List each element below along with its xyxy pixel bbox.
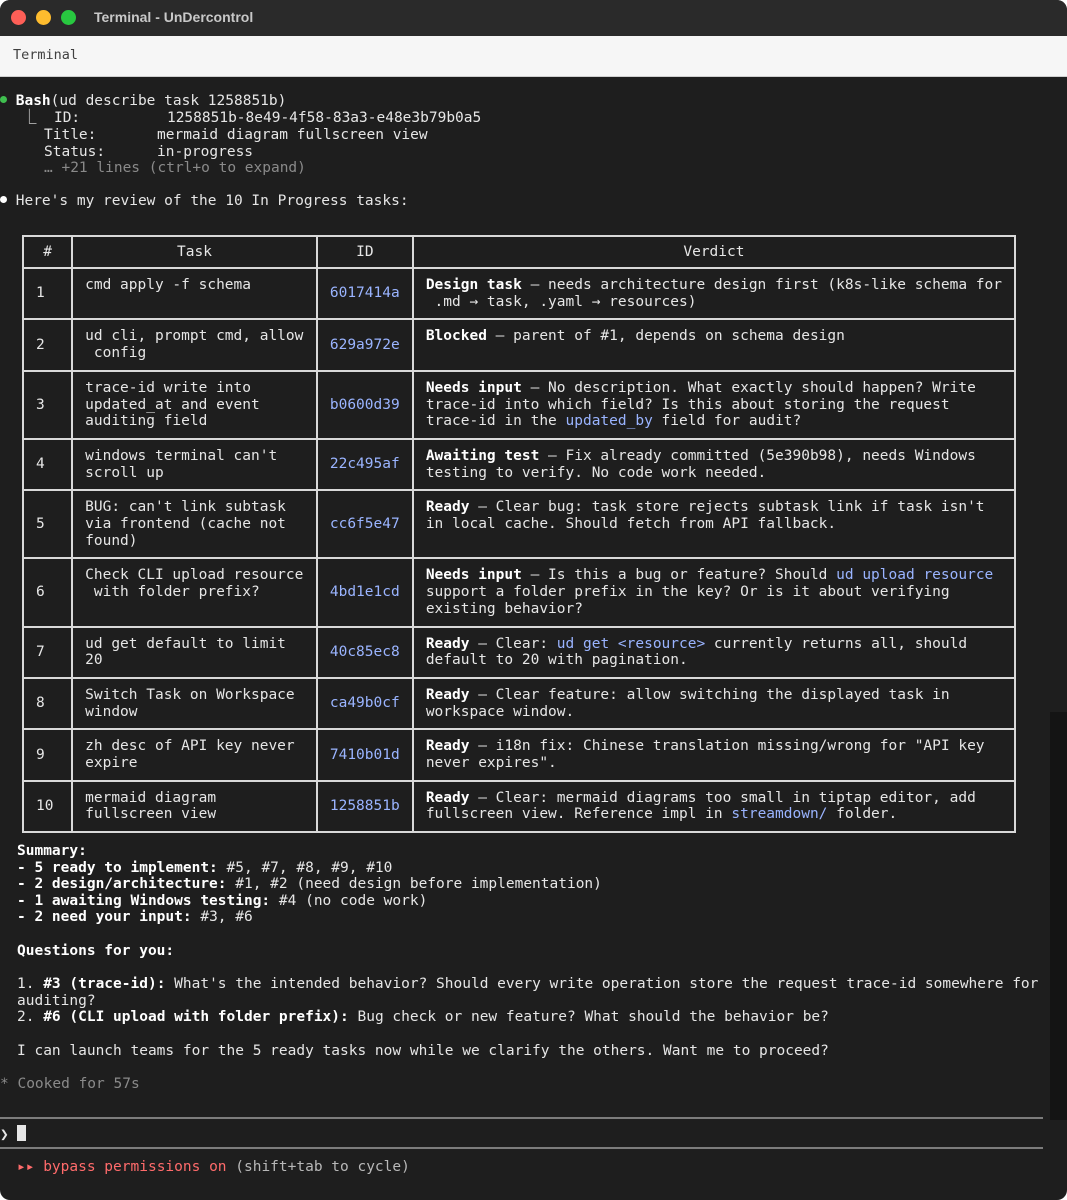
mode-hint: (shift+tab to cycle) <box>226 1159 410 1175</box>
task-verdict <box>413 678 1015 729</box>
task-number: 10 <box>23 781 72 832</box>
verdict-text: — Clear: <box>469 635 557 652</box>
code-reference[interactable]: updated_by <box>565 413 653 430</box>
minimize-window-button[interactable] <box>36 10 51 25</box>
close-window-button[interactable] <box>11 10 26 25</box>
verdict-text: — Is this a bug or feature? Should <box>521 567 837 584</box>
mode-label: bypass permissions on <box>43 1159 227 1175</box>
question-1-continued: auditing? <box>17 993 96 1009</box>
task-number: 1 <box>23 268 72 319</box>
task-id-link[interactable]: 22c495af <box>317 439 413 490</box>
cooked-status <box>0 1076 140 1093</box>
task-name: ud get default to limit 20 <box>72 627 317 678</box>
task-verdict <box>413 490 1015 558</box>
summary-item-label: - 2 need your input: <box>17 909 192 925</box>
task-name: trace-id write into updated_at and event auditing field <box>72 371 317 439</box>
question-1 <box>17 976 1038 993</box>
code-reference[interactable]: ud upload resource <box>836 567 994 584</box>
summary-item-label: - 5 ready to implement: <box>17 860 218 876</box>
table-row <box>23 558 1015 626</box>
task-id-link[interactable]: 629a972e <box>317 319 413 370</box>
verdict-text: support a folder prefix in the key? Or is it about verifying existing behavior? <box>425 584 950 617</box>
bash-id-row <box>22 110 481 127</box>
verdict-label: Needs input <box>425 379 522 396</box>
summary-item <box>17 860 392 877</box>
verdict-text: — Clear: mermaid diagrams too small in tiptap editor, add fullscreen view. Reference impl in <box>425 789 976 823</box>
summary-title: Summary: <box>17 843 87 859</box>
verdict-text: folder. <box>827 806 898 823</box>
bash-row-key: ID: <box>53 110 81 126</box>
verdict-label: Design task <box>425 277 522 293</box>
task-number: 8 <box>23 678 72 729</box>
table-row <box>23 678 1015 729</box>
summary-item <box>17 876 602 893</box>
summary-item <box>17 893 427 910</box>
verdict-text: — parent of #1, depends on schema design <box>486 328 845 345</box>
task-number: 7 <box>23 627 72 678</box>
window-title: Terminal - UnDercontrol <box>94 9 254 25</box>
header-verdict: Verdict <box>413 236 1015 268</box>
bash-label: Bash <box>15 93 51 109</box>
zoom-window-button[interactable] <box>61 10 76 25</box>
verdict-text: — Fix already committed (5e390b98), needs Windows testing to verify. No code work needed. <box>425 447 976 481</box>
questions-title: Questions for you: <box>17 943 175 959</box>
summary-item-label: - 2 design/architecture: <box>17 876 227 892</box>
verdict-text: — i18n fix: Chinese translation missing/wrong for "API key never expires". <box>425 738 985 772</box>
verdict-label: Awaiting test <box>425 447 540 464</box>
header-id: ID <box>317 236 413 268</box>
bash-row-value: in-progress <box>157 144 254 160</box>
table-row <box>23 268 1015 319</box>
task-id-link[interactable]: 6017414a <box>317 268 413 319</box>
task-verdict <box>413 319 1015 370</box>
summary-item-value: #5, #7, #8, #9, #10 <box>217 860 393 876</box>
table-row <box>23 781 1015 832</box>
task-name: windows terminal can't scroll up <box>72 439 317 490</box>
bash-row-value: mermaid diagram fullscreen view <box>157 127 428 143</box>
header-num: # <box>23 236 72 268</box>
cooked-text: Cooked for 57s <box>8 1076 140 1092</box>
task-id-link[interactable]: b0600d39 <box>317 371 413 439</box>
task-name: ud cli, prompt cmd, allow config <box>72 319 317 370</box>
table-row <box>23 319 1015 370</box>
bash-title-row <box>44 127 428 144</box>
tree-corner-icon: ⎿ <box>22 110 46 126</box>
fast-forward-icon: ▸▸ <box>17 1159 35 1175</box>
table-row <box>23 490 1015 558</box>
summary-item-value: #1, #2 (need design before implementation) <box>226 876 602 892</box>
table-row <box>23 627 1015 678</box>
code-reference[interactable]: streamdown/ <box>731 806 828 823</box>
task-verdict <box>413 729 1015 780</box>
task-name: cmd apply -f schema <box>72 268 317 319</box>
task-table <box>22 235 1016 833</box>
task-name: Switch Task on Workspace window <box>72 678 317 729</box>
task-verdict <box>413 268 1015 319</box>
title-bar <box>0 0 1067 37</box>
verdict-label: Needs input <box>425 567 522 584</box>
task-id-link[interactable]: cc6f5e47 <box>317 490 413 558</box>
question-topic: #3 (trace-id): <box>43 976 166 992</box>
header-task: Task <box>72 236 317 268</box>
table-header-row <box>23 236 1015 268</box>
task-verdict <box>413 781 1015 832</box>
spinner-icon: * <box>0 1076 9 1092</box>
code-reference[interactable]: ud get <resource> <box>556 635 706 652</box>
verdict-label: Blocked <box>425 328 487 345</box>
task-number: 2 <box>23 319 72 370</box>
question-text: Bug check or new feature? What should the behavior be? <box>348 1009 829 1025</box>
table-body <box>23 268 1015 832</box>
bash-row-key: Status: <box>44 144 106 160</box>
table-row <box>23 371 1015 439</box>
task-id-link[interactable]: ca49b0cf <box>317 678 413 729</box>
success-dot-icon <box>0 96 7 103</box>
verdict-text: — Clear bug: task store rejects subtask link if task isn't in local cache. Should fetch from API fallback. <box>425 499 985 533</box>
bash-row-value: 1258851b-8e49-4f58-83a3-e48e3b79b0a5 <box>166 110 482 126</box>
verdict-label: Ready <box>425 499 470 516</box>
tab-bar <box>0 36 1067 77</box>
intro-line <box>0 193 409 210</box>
verdict-label: Ready <box>425 635 470 652</box>
question-number: 1. <box>17 976 44 992</box>
task-verdict <box>413 558 1015 626</box>
verdict-text: — No description. What exactly should happen? Write trace-id into which field? Is this about storing the request trace-id in the <box>425 379 976 430</box>
verdict-text: field for audit? <box>652 413 802 430</box>
expand-hint[interactable]: … +21 lines (ctrl+o to expand) <box>44 160 306 176</box>
bash-header <box>0 93 286 110</box>
question-number: 2. <box>17 1009 44 1025</box>
task-id-link[interactable]: 7410b01d <box>317 729 413 780</box>
task-name: mermaid diagram fullscreen view <box>72 781 317 832</box>
verdict-text: currently returns all, should default to 20 with pagination. <box>425 635 968 669</box>
bash-command: (ud describe task 1258851b) <box>50 93 287 109</box>
task-number: 5 <box>23 490 72 558</box>
verdict-label: Ready <box>425 686 470 703</box>
task-number: 3 <box>23 371 72 439</box>
summary-item-label: - 1 awaiting Windows testing: <box>17 893 271 909</box>
tab-terminal[interactable]: Terminal <box>13 47 79 63</box>
bash-row-key: Title: <box>44 127 97 143</box>
intro-text: Here's my review of the 10 In Progress tasks: <box>15 193 409 209</box>
task-id-link[interactable]: 40c85ec8 <box>317 627 413 678</box>
prompt-input[interactable] <box>0 1125 26 1142</box>
question-text: What's the intended behavior? Should every write operation store the request trace-id somewhere for <box>165 976 1039 992</box>
summary-item-value: #4 (no code work) <box>270 893 428 909</box>
bash-status-row <box>44 144 253 161</box>
task-id-link[interactable]: 1258851b <box>317 781 413 832</box>
prompt-divider-bottom <box>0 1147 1043 1149</box>
message-dot-icon <box>0 196 7 203</box>
task-name: zh desc of API key never expire <box>72 729 317 780</box>
task-name: Check CLI upload resource with folder prefix? <box>72 558 317 626</box>
summary-item <box>17 909 253 926</box>
prompt-chevron-icon: ❯ <box>0 1127 9 1143</box>
table-row <box>23 439 1015 490</box>
task-number: 9 <box>23 729 72 780</box>
question-topic: #6 (CLI upload with folder prefix): <box>43 1009 349 1025</box>
mode-indicator[interactable] <box>17 1159 410 1176</box>
question-2 <box>17 1009 829 1026</box>
task-verdict <box>413 371 1015 439</box>
task-verdict <box>413 439 1015 490</box>
summary-item-value: #3, #6 <box>191 909 253 925</box>
task-id-link[interactable]: 4bd1e1cd <box>317 558 413 626</box>
task-number: 6 <box>23 558 72 626</box>
verdict-text: — needs architecture design first (k8s-like schema for .md → task, .yaml → resources) <box>434 277 1002 310</box>
verdict-text: — Clear feature: allow switching the displayed task in workspace window. <box>425 686 950 720</box>
scrollbar[interactable] <box>1050 712 1067 1120</box>
terminal-output <box>0 77 1067 1200</box>
task-name: BUG: can't link subtask via frontend (cache not found) <box>72 490 317 558</box>
task-verdict <box>413 627 1015 678</box>
table-row <box>23 729 1015 780</box>
verdict-label: Ready <box>425 789 470 806</box>
task-number: 4 <box>23 439 72 490</box>
text-cursor <box>17 1125 26 1141</box>
closing-line: I can launch teams for the 5 ready tasks now while we clarify the others. Want me to proceed? <box>17 1043 829 1059</box>
verdict-label: Ready <box>425 738 470 755</box>
prompt-divider-top <box>0 1117 1043 1119</box>
